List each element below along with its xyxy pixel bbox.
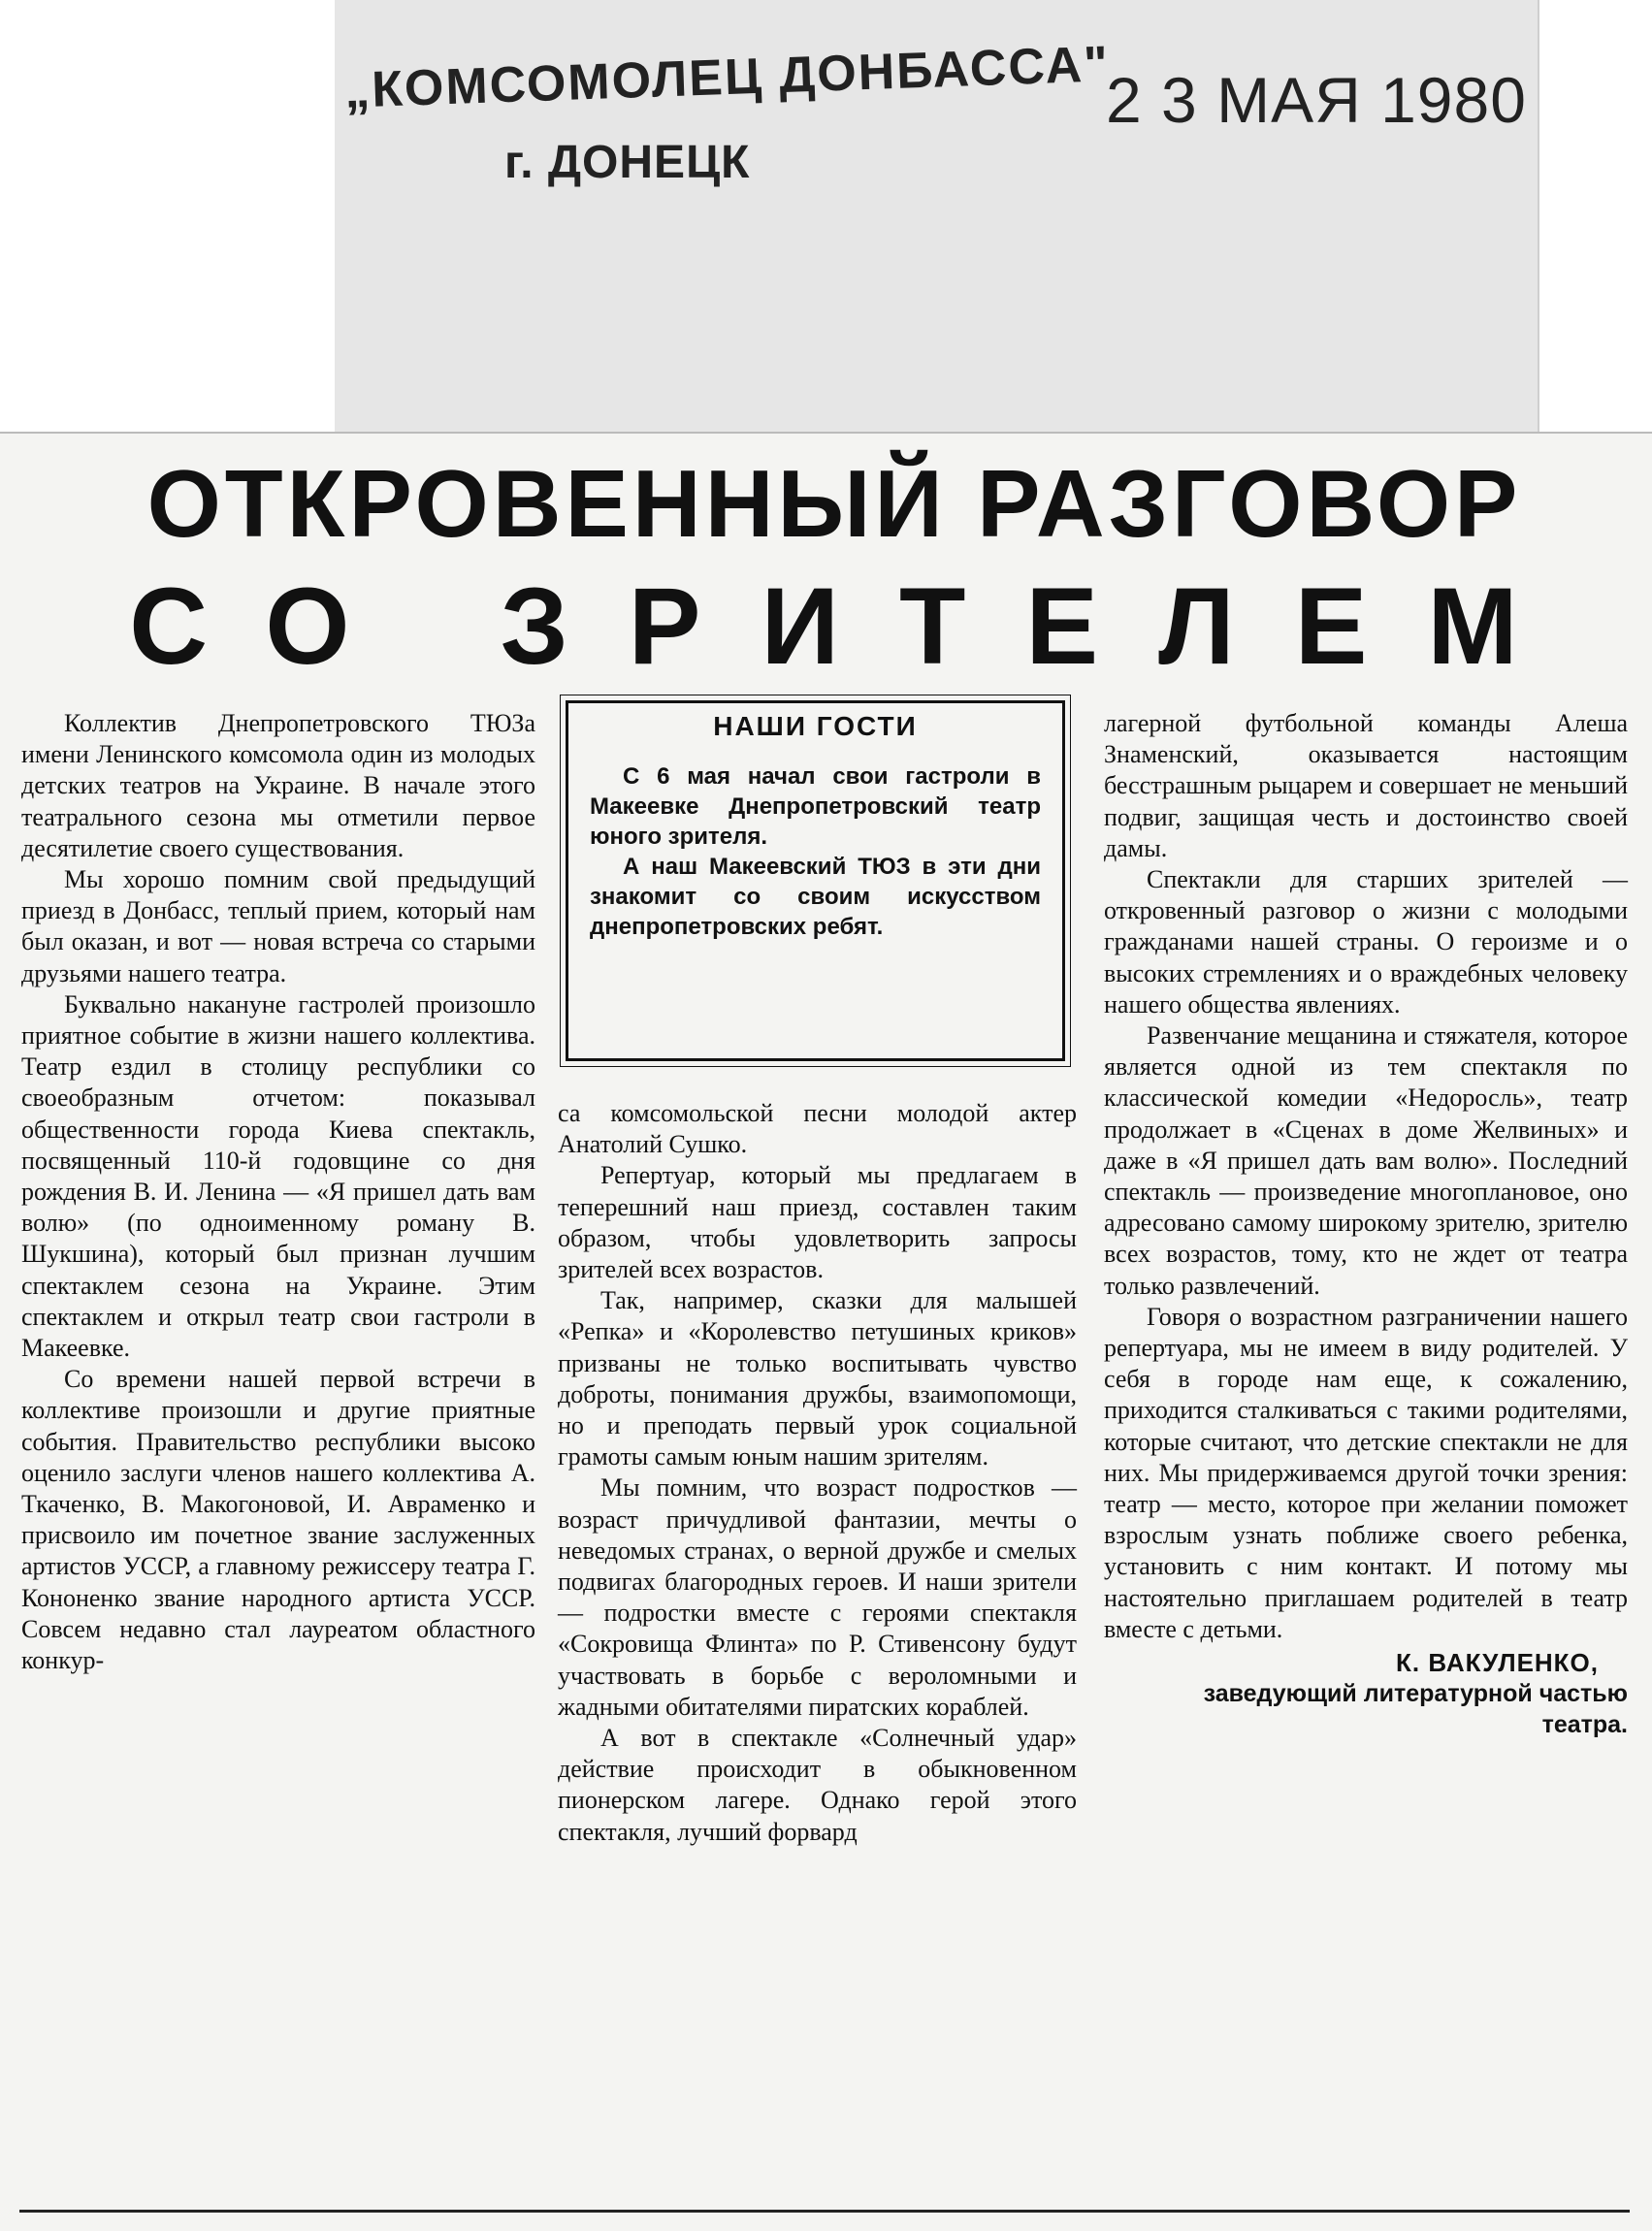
paragraph: Репертуар, который мы предлагаем в теперешний наш приезд, составлен таким образом, чтобы удовлетворить запросы зрителей всех возрастов. xyxy=(558,1161,1077,1284)
sidebar-paragraph: С 6 мая начал свои гастроли в Макеевке Днепропетровский театр юного зрителя. xyxy=(590,763,1041,850)
paragraph: Развенчание мещанина и стяжателя, которое является одной из тем спектакля по классической комедии «Недоросль», театр продолжает в «Сценах в доме Желвиных» и даже в «Я пришел дать вам волю». Последний спектакль — произведение многоплановое, оно адресовано самому широкому зрителю, зрителю всех возрастов, тому, кто не ждет от театра только развлечений. xyxy=(1104,1021,1628,1300)
paragraph: Коллектив Днепропетровского ТЮЗа имени Ленинского комсомола один из молодых детских театров на Украине. В начале этого театрального сезона мы отметили первое десятилетие своего существования. xyxy=(21,709,535,862)
paragraph: Спектакли для старших зрителей — откровенный разговор о жизни с молодыми гражданами нашей страны. О героизме и о высоких стремлениях и о враждебных человеку нашего общества явлениях. xyxy=(1104,865,1628,1018)
sidebar-paragraph: А наш Макеевский ТЮЗ в эти дни знакомит со своим искусством днепропетровских ребят. xyxy=(590,854,1041,940)
paragraph: Мы помним, что возраст подростков — возраст причудливой фантазии, мечты о неведомых странах, о верной дружбе и смелых подвигах благородных героев. И наши зрители — подростки вместе с героями спектакля «Сокровища Флинта» по Р. Стивенсону будут участвовать в борьбе с вероломными и жадными обитателями пиратских кораблей. xyxy=(558,1473,1077,1721)
paragraph: Со времени нашей первой встречи в коллективе произошли и другие приятные события. Правительство республики высоко оценило заслуги членов нашего коллектива А. Ткаченко, В. Макогоновой, И. Авраменко и присвоило им почетное звание заслуженных артистов УССР, а главному режиссеру театра Г. Кононенко звание народного артиста УССР. Совсем недавно стал лауреатом областного конкур- xyxy=(21,1365,535,1675)
paragraph: са комсомольской песни молодой актер Анатолий Сушко. xyxy=(558,1099,1077,1159)
author-name: К. ВАКУЛЕНКО, xyxy=(1396,1648,1599,1678)
city-stamp: г. ДОНЕЦК xyxy=(504,137,751,188)
headline-line-2: СО ЗРИТЕЛЕМ xyxy=(129,566,1578,687)
paragraph: Мы хорошо помним свой предыдущий приезд в Донбасс, теплый прием, который нам был оказан, и вот — новая встреча со старыми друзьями нашего театра. xyxy=(21,865,535,987)
sidebar-title: НАШИ ГОСТИ xyxy=(713,711,918,741)
author-role: заведующий литературной частью театра. xyxy=(1203,1680,1628,1739)
sidebar-text xyxy=(590,761,1041,942)
paragraph: лагерной футбольной команды Алеша Знаменский, оказывается настоящим бесстрашным рыцарем и совершает не меньший подвиг, защищая честь и достоинство своей дамы. xyxy=(1104,709,1628,862)
article-column-2 xyxy=(558,1098,1077,1848)
headline-line-1: ОТКРОВЕННЫЙ РАЗГОВОР xyxy=(146,450,1522,557)
date-stamp: 2 3 МАЯ 1980 xyxy=(1106,64,1527,136)
article-column-3 xyxy=(1104,708,1628,1740)
bottom-divider xyxy=(19,2210,1630,2213)
paragraph: Говоря о возрастном разграничении нашего репертуара, мы не имеем в виду родителей. У себя в городе нам еще, к сожалению, приходится сталкиваться с такими родителями, которые считают, что детские спектакли не для них. Мы придерживаемся другой точки зрения: театр — место, которое при желании поможет взрослым узнать поближе своего ребенка, установить с ним контакт. И потому мы настоятельно приглашаем родителей в театр вместе с детьми. xyxy=(1104,1302,1628,1643)
article-column-1 xyxy=(21,708,535,1676)
paragraph: Так, например, сказки для малышей «Репка» и «Королевство петушиных криков» призваны не только воспитывать чувство доброты, понимания дружбы, взаимопомощи, но и преподать первый урок социальной грамоты самым юным нашим зрителям. xyxy=(558,1286,1077,1471)
newspaper-stamp: „КОМСОМОЛЕЦ ДОНБАССА" xyxy=(343,36,1111,119)
paragraph: Буквально накануне гастролей произошло приятное событие в жизни нашего коллектива. Театр ездил в столицу республики со своеобразным отчетом: показывал общественности города Киева спектакль, посвященный 110-й годовщине со дня рождения В. И. Ленина — «Я пришел дать вам волю» (по одноименному роману В. Шукшина), который был признан лучшим спектаклем сезона на Украине. Этим спектаклем и открыл театр свои гастроли в Макеевке. xyxy=(21,989,535,1363)
sidebar-box xyxy=(566,700,1065,1061)
paragraph: А вот в спектакле «Солнечный удар» действие происходит в обыкновенном пионерском лагере. Однако герой этого спектакля, лучший форвард xyxy=(558,1724,1077,1846)
